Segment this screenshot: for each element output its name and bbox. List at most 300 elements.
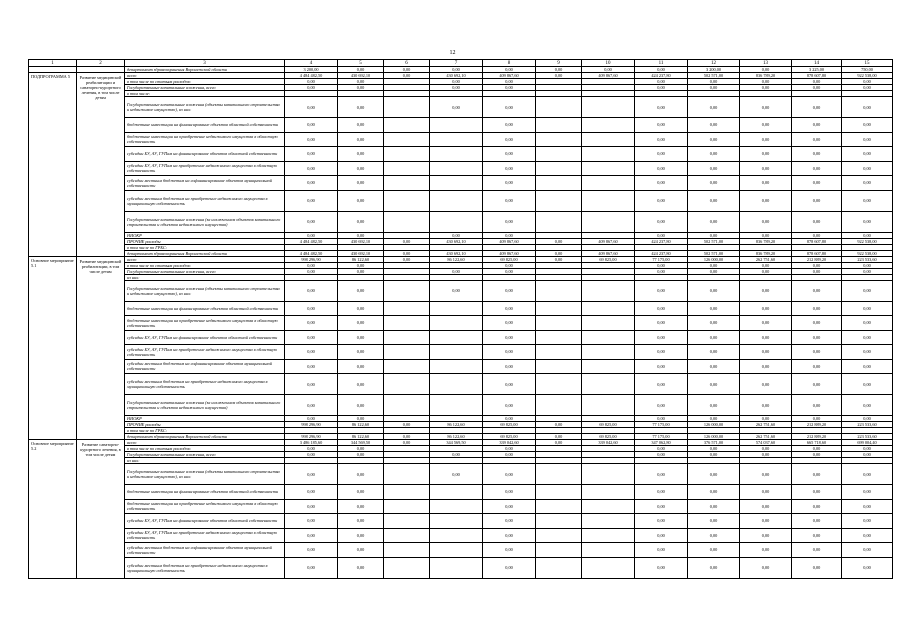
section-code: ПОДПРОГРАММА 5 — [29, 73, 77, 257]
value-cell: 0,00 — [338, 528, 384, 543]
value-cell: 0,00 — [483, 416, 536, 422]
value-cell — [430, 301, 483, 316]
value-cell: 0,00 — [285, 280, 338, 301]
value-cell: 0,00 — [792, 543, 842, 558]
value-cell: 0,00 — [635, 190, 688, 211]
value-cell — [384, 147, 430, 162]
value-cell — [582, 528, 635, 543]
value-cell: 430 692,10 — [430, 250, 483, 256]
value-cell — [384, 395, 430, 416]
value-cell — [536, 359, 582, 374]
value-cell — [384, 161, 430, 176]
value-cell — [582, 97, 635, 118]
value-cell: 0,00 — [792, 211, 842, 232]
value-cell — [430, 118, 483, 133]
table-row — [29, 395, 893, 416]
value-cell: 0,00 — [688, 514, 740, 529]
value-cell: 0,00 — [635, 330, 688, 345]
value-cell: 0,00 — [338, 485, 384, 500]
value-cell: 0,00 — [384, 250, 430, 256]
value-cell: 0,00 — [285, 262, 338, 268]
value-cell: 0,00 — [740, 374, 792, 395]
value-cell: 699 004,40 — [842, 440, 893, 446]
value-cell: 0,00 — [483, 67, 536, 73]
value-cell: 0,00 — [384, 434, 430, 440]
table-row — [29, 514, 893, 529]
value-cell: 0,00 — [635, 176, 688, 191]
value-cell: 0,00 — [285, 176, 338, 191]
value-cell: 0,00 — [740, 176, 792, 191]
value-cell: 0,00 — [285, 316, 338, 331]
value-cell: 0,00 — [792, 345, 842, 360]
header-cell: 15 — [842, 60, 893, 67]
value-cell: 262 751,60 — [740, 422, 792, 428]
value-cell: 0,00 — [384, 67, 430, 73]
value-cell: 836 789,20 — [740, 238, 792, 244]
value-cell: 0,00 — [635, 67, 688, 73]
value-cell: 0,00 — [338, 374, 384, 395]
row-description: Государственные капитальные вложения (объекты капитального строительства и недвижимое имущество), из них: — [125, 280, 285, 301]
value-cell: 0,00 — [842, 85, 893, 91]
table-row — [29, 132, 893, 147]
value-cell: 0,00 — [430, 464, 483, 485]
budget-table — [28, 59, 893, 579]
value-cell: 0,00 — [338, 211, 384, 232]
value-cell — [384, 301, 430, 316]
section-code: Основное мероприятие 5.1 — [29, 256, 77, 440]
header-cell: 3 — [125, 60, 285, 67]
row-description: субсидии местным бюджетам на приобретение недвижимого имущества в муниципальную собственность — [125, 557, 285, 578]
row-description: Государственные капитальные вложения, всего — [125, 85, 285, 91]
value-cell: 86 122,60 — [430, 256, 483, 262]
value-cell: 0,00 — [740, 85, 792, 91]
value-cell: 0,00 — [285, 190, 338, 211]
table-row — [29, 330, 893, 345]
value-cell: 0,00 — [635, 374, 688, 395]
value-cell: 0,00 — [740, 543, 792, 558]
value-cell: 0,00 — [792, 416, 842, 422]
value-cell — [582, 464, 635, 485]
value-cell: 0,00 — [842, 262, 893, 268]
value-cell — [582, 301, 635, 316]
value-cell: 0,00 — [483, 79, 536, 85]
value-cell: 0,00 — [483, 132, 536, 147]
value-cell: 0,00 — [842, 268, 893, 274]
value-cell: 0,00 — [740, 301, 792, 316]
value-cell: 77 175,00 — [635, 256, 688, 262]
value-cell — [430, 161, 483, 176]
value-cell — [430, 557, 483, 578]
value-cell: 4 484 482,50 — [285, 238, 338, 244]
value-cell: 0,00 — [430, 67, 483, 73]
budget-table-container — [28, 59, 892, 579]
value-cell: 0,00 — [842, 330, 893, 345]
section-title: Развитие санаторно-курортного лечения, в том числе детям — [77, 440, 125, 579]
value-cell — [582, 374, 635, 395]
value-cell: 0,00 — [792, 262, 842, 268]
value-cell: 0,00 — [688, 190, 740, 211]
row-description: Государственные капитальные вложения, всего — [125, 452, 285, 458]
value-cell: 0,00 — [740, 316, 792, 331]
value-cell: 0,00 — [483, 452, 536, 458]
row-description: департамент здравоохранения Воронежской области — [125, 67, 285, 73]
value-cell: 878 607,80 — [792, 250, 842, 256]
value-cell — [384, 118, 430, 133]
value-cell: 424 237,80 — [635, 73, 688, 79]
row-description: департамент здравоохранения Воронежской области — [125, 250, 285, 256]
value-cell — [384, 543, 430, 558]
value-cell: 0,00 — [842, 132, 893, 147]
value-cell: 0,00 — [338, 85, 384, 91]
row-description: в том числе по статьям расходов: — [125, 446, 285, 452]
value-cell: 0,00 — [483, 499, 536, 514]
table-row — [29, 557, 893, 578]
value-cell: 0,00 — [285, 464, 338, 485]
value-cell: 0,00 — [740, 452, 792, 458]
value-cell: 0,00 — [285, 557, 338, 578]
value-cell: 0,00 — [842, 161, 893, 176]
value-cell: 86 122,60 — [430, 422, 483, 428]
value-cell: 922 538,00 — [842, 250, 893, 256]
value-cell: 0,00 — [792, 330, 842, 345]
value-cell: 0,00 — [740, 147, 792, 162]
value-cell: 0,00 — [285, 416, 338, 422]
value-cell: 0,00 — [842, 301, 893, 316]
row-description: Государственные капитальные вложения (объекты капитального строительства и недвижимое имущество), из них: — [125, 464, 285, 485]
value-cell: 126 000,00 — [688, 434, 740, 440]
value-cell: 574 037,60 — [740, 440, 792, 446]
value-cell: 0,00 — [792, 176, 842, 191]
value-cell: 0,00 — [338, 446, 384, 452]
value-cell: 0,00 — [792, 301, 842, 316]
value-cell: 0,00 — [842, 543, 893, 558]
value-cell: 0,00 — [688, 280, 740, 301]
value-cell: 0,00 — [536, 422, 582, 428]
value-cell: 0,00 — [688, 262, 740, 268]
value-cell: 0,00 — [842, 528, 893, 543]
value-cell — [536, 211, 582, 232]
row-description: Государственные капитальные вложения (объекты капитального строительства и недвижимое имущество), из них: — [125, 97, 285, 118]
value-cell — [582, 147, 635, 162]
value-cell: 0,00 — [338, 97, 384, 118]
table-row — [29, 434, 893, 440]
value-cell — [536, 528, 582, 543]
value-cell: 0,00 — [792, 316, 842, 331]
value-cell: 409 867,60 — [483, 238, 536, 244]
value-cell: 502 571,00 — [688, 238, 740, 244]
value-cell: 922 538,00 — [842, 73, 893, 79]
value-cell: 0,00 — [688, 97, 740, 118]
header-cell: 5 — [338, 60, 384, 67]
value-cell — [430, 514, 483, 529]
value-cell — [384, 190, 430, 211]
table-row — [29, 316, 893, 331]
value-cell: 339 042,60 — [582, 440, 635, 446]
value-cell: 0,00 — [688, 301, 740, 316]
page-number: 12 — [449, 50, 456, 56]
value-cell: 0,00 — [842, 416, 893, 422]
table-row — [29, 422, 893, 428]
value-cell — [536, 147, 582, 162]
value-cell — [582, 161, 635, 176]
value-cell: 0,00 — [842, 280, 893, 301]
value-cell — [536, 485, 582, 500]
value-cell: 0,00 — [483, 301, 536, 316]
value-cell: 878 607,80 — [792, 238, 842, 244]
value-cell: 0,00 — [842, 190, 893, 211]
row-description: из них: — [125, 274, 285, 280]
value-cell: 0,00 — [430, 280, 483, 301]
value-cell: 0,00 — [635, 446, 688, 452]
value-cell: 0,00 — [483, 280, 536, 301]
value-cell — [430, 543, 483, 558]
value-cell: 0,00 — [483, 557, 536, 578]
value-cell: 0,00 — [384, 256, 430, 262]
value-cell — [384, 316, 430, 331]
value-cell: 0,00 — [338, 543, 384, 558]
value-cell: 0,00 — [338, 395, 384, 416]
value-cell — [536, 543, 582, 558]
value-cell — [430, 374, 483, 395]
value-cell: 0,00 — [688, 211, 740, 232]
value-cell: 0,00 — [483, 543, 536, 558]
section-title: Развитие медицинской реабилитации и санаторно-курортного лечения, в том числе детям — [77, 73, 125, 257]
row-description: бюджетные инвестиции на финансирование объектов областной собственности — [125, 485, 285, 500]
value-cell: 0,00 — [635, 416, 688, 422]
value-cell: 0,00 — [792, 97, 842, 118]
value-cell: 0,00 — [285, 85, 338, 91]
value-cell: 0,00 — [688, 446, 740, 452]
value-cell: 0,00 — [338, 316, 384, 331]
value-cell: 0,00 — [483, 446, 536, 452]
row-description: ПРОЧИЕ расходы — [125, 422, 285, 428]
value-cell — [384, 211, 430, 232]
value-cell: 0,00 — [740, 345, 792, 360]
row-description: в том числе по ГРБС: — [125, 244, 285, 250]
table-row — [29, 238, 893, 244]
value-cell: 0,00 — [338, 147, 384, 162]
table-row — [29, 359, 893, 374]
value-cell: 0,00 — [483, 262, 536, 268]
value-cell — [582, 280, 635, 301]
value-cell: 0,00 — [842, 147, 893, 162]
value-cell — [536, 316, 582, 331]
value-cell — [384, 330, 430, 345]
value-cell: 0,00 — [483, 232, 536, 238]
value-cell: 126 000,00 — [688, 256, 740, 262]
value-cell: 0,00 — [338, 67, 384, 73]
row-description: в том числе: — [125, 91, 285, 97]
value-cell: 409 867,60 — [582, 73, 635, 79]
table-row — [29, 280, 893, 301]
value-cell: 0,00 — [338, 190, 384, 211]
value-cell: 0,00 — [842, 499, 893, 514]
value-cell: 0,00 — [635, 452, 688, 458]
value-cell: 0,00 — [635, 161, 688, 176]
value-cell: 0,00 — [338, 514, 384, 529]
value-cell: 0,00 — [740, 190, 792, 211]
value-cell: 0,00 — [792, 485, 842, 500]
value-cell — [536, 374, 582, 395]
value-cell: 0,00 — [842, 446, 893, 452]
value-cell — [582, 543, 635, 558]
value-cell — [430, 132, 483, 147]
row-description: бюджетные инвестиции на приобретение недвижимого имущества в областную собственность — [125, 316, 285, 331]
value-cell: 0,00 — [430, 268, 483, 274]
value-cell — [430, 330, 483, 345]
table-row — [29, 301, 893, 316]
value-cell: 0,00 — [792, 190, 842, 211]
value-cell: 0,00 — [740, 416, 792, 422]
value-cell: 0,00 — [338, 416, 384, 422]
value-cell — [430, 345, 483, 360]
row-description: Государственные капитальные вложения (за исключением объектов капитального строительства и объектов недвижимого имущества) — [125, 395, 285, 416]
value-cell: 0,00 — [792, 395, 842, 416]
value-cell: 0,00 — [635, 211, 688, 232]
value-cell: 0,00 — [688, 118, 740, 133]
row-description: субсидии местным бюджетам на софинансирование объектов муниципальной собственности — [125, 543, 285, 558]
row-description: бюджетные инвестиции на финансирование объектов областной собственности — [125, 118, 285, 133]
value-cell: 0,00 — [338, 557, 384, 578]
value-cell: 0,00 — [688, 485, 740, 500]
value-cell: 424 237,80 — [635, 238, 688, 244]
value-cell — [430, 528, 483, 543]
value-cell: 0,00 — [792, 79, 842, 85]
value-cell — [384, 528, 430, 543]
value-cell: 0,00 — [635, 118, 688, 133]
value-cell — [536, 464, 582, 485]
value-cell: 0,00 — [483, 395, 536, 416]
value-cell — [582, 557, 635, 578]
value-cell — [582, 118, 635, 133]
value-cell: 0,00 — [384, 238, 430, 244]
value-cell: 0,00 — [740, 262, 792, 268]
value-cell: 0,00 — [842, 514, 893, 529]
row-description: всего — [125, 256, 285, 262]
value-cell — [582, 395, 635, 416]
value-cell: 430 692,10 — [338, 73, 384, 79]
value-cell: 0,00 — [740, 528, 792, 543]
value-cell — [536, 395, 582, 416]
value-cell — [536, 161, 582, 176]
value-cell: 0,00 — [430, 232, 483, 238]
value-cell: 0,00 — [338, 132, 384, 147]
value-cell: 0,00 — [688, 374, 740, 395]
value-cell: 0,00 — [483, 161, 536, 176]
value-cell: 409 867,60 — [582, 250, 635, 256]
value-cell: 223 533,60 — [842, 434, 893, 440]
table-row — [29, 176, 893, 191]
value-cell: 0,00 — [688, 543, 740, 558]
value-cell — [582, 316, 635, 331]
value-cell: 0,00 — [635, 528, 688, 543]
value-cell: 922 538,00 — [842, 238, 893, 244]
value-cell: 0,00 — [285, 514, 338, 529]
value-cell: 0,00 — [740, 132, 792, 147]
value-cell — [536, 97, 582, 118]
value-cell: 0,00 — [536, 73, 582, 79]
value-cell: 0,00 — [635, 499, 688, 514]
value-cell: 0,00 — [635, 132, 688, 147]
value-cell: 998 296,90 — [285, 434, 338, 440]
value-cell: 0,00 — [635, 79, 688, 85]
value-cell: 0,00 — [384, 73, 430, 79]
value-cell: 0,00 — [740, 464, 792, 485]
value-cell: 3 200,00 — [688, 67, 740, 73]
value-cell: 0,00 — [688, 499, 740, 514]
value-cell: 0,00 — [536, 440, 582, 446]
value-cell — [430, 395, 483, 416]
table-row — [29, 543, 893, 558]
table-row — [29, 190, 893, 211]
value-cell: 0,00 — [536, 250, 582, 256]
value-cell — [582, 211, 635, 232]
value-cell: 0,00 — [635, 557, 688, 578]
row-description: субсидии БУ, АУ, ГУПам на финансирование объектов областной собственности — [125, 330, 285, 345]
value-cell: 0,00 — [635, 147, 688, 162]
value-cell: 0,00 — [792, 499, 842, 514]
value-cell: 212 889,20 — [792, 434, 842, 440]
value-cell: 0,00 — [792, 374, 842, 395]
value-cell: 0,00 — [338, 330, 384, 345]
value-cell — [384, 464, 430, 485]
value-cell: 0,00 — [792, 557, 842, 578]
value-cell: 0,00 — [338, 118, 384, 133]
value-cell: 0,00 — [842, 395, 893, 416]
value-cell: 0,00 — [338, 268, 384, 274]
value-cell — [582, 176, 635, 191]
value-cell: 4 484 482,50 — [285, 73, 338, 79]
row-description: Государственные капитальные вложения, всего — [125, 268, 285, 274]
row-description: всего — [125, 73, 285, 79]
value-cell: 665 718,60 — [792, 440, 842, 446]
value-cell: 0,00 — [740, 232, 792, 238]
section-code: Основное мероприятие 5.2 — [29, 440, 77, 579]
value-cell: 86 122,60 — [338, 422, 384, 428]
value-cell: 0,00 — [688, 316, 740, 331]
value-cell: 0,00 — [842, 452, 893, 458]
value-cell: 0,00 — [740, 499, 792, 514]
row-description: бюджетные инвестиции на приобретение недвижимого имущества в областную собственность — [125, 499, 285, 514]
value-cell: 3 225,00 — [792, 67, 842, 73]
value-cell: 0,00 — [688, 416, 740, 422]
value-cell — [536, 301, 582, 316]
value-cell: 212 889,20 — [792, 256, 842, 262]
value-cell: 750,00 — [842, 67, 893, 73]
header-cell: 8 — [483, 60, 536, 67]
value-cell: 0,00 — [483, 464, 536, 485]
value-cell: 0,00 — [635, 262, 688, 268]
header-cell: 7 — [430, 60, 483, 67]
value-cell: 0,00 — [338, 232, 384, 238]
value-cell: 0,00 — [483, 147, 536, 162]
value-cell: 0,00 — [792, 232, 842, 238]
value-cell: 0,00 — [792, 280, 842, 301]
value-cell — [536, 345, 582, 360]
value-cell: 0,00 — [338, 464, 384, 485]
row-description: субсидии местным бюджетам на приобретение недвижимого имущества в муниципальную собственность — [125, 190, 285, 211]
value-cell: 3 486 185,60 — [285, 440, 338, 446]
value-cell: 212 889,20 — [792, 422, 842, 428]
value-cell — [430, 147, 483, 162]
value-cell: 339 042,60 — [483, 440, 536, 446]
value-cell: 998 296,90 — [285, 422, 338, 428]
value-cell: 0,00 — [842, 464, 893, 485]
value-cell: 0,00 — [483, 330, 536, 345]
row-description: субсидии местным бюджетам на софинансирование объектов муниципальной собственности — [125, 176, 285, 191]
value-cell: 0,00 — [483, 345, 536, 360]
value-cell: 0,00 — [338, 161, 384, 176]
